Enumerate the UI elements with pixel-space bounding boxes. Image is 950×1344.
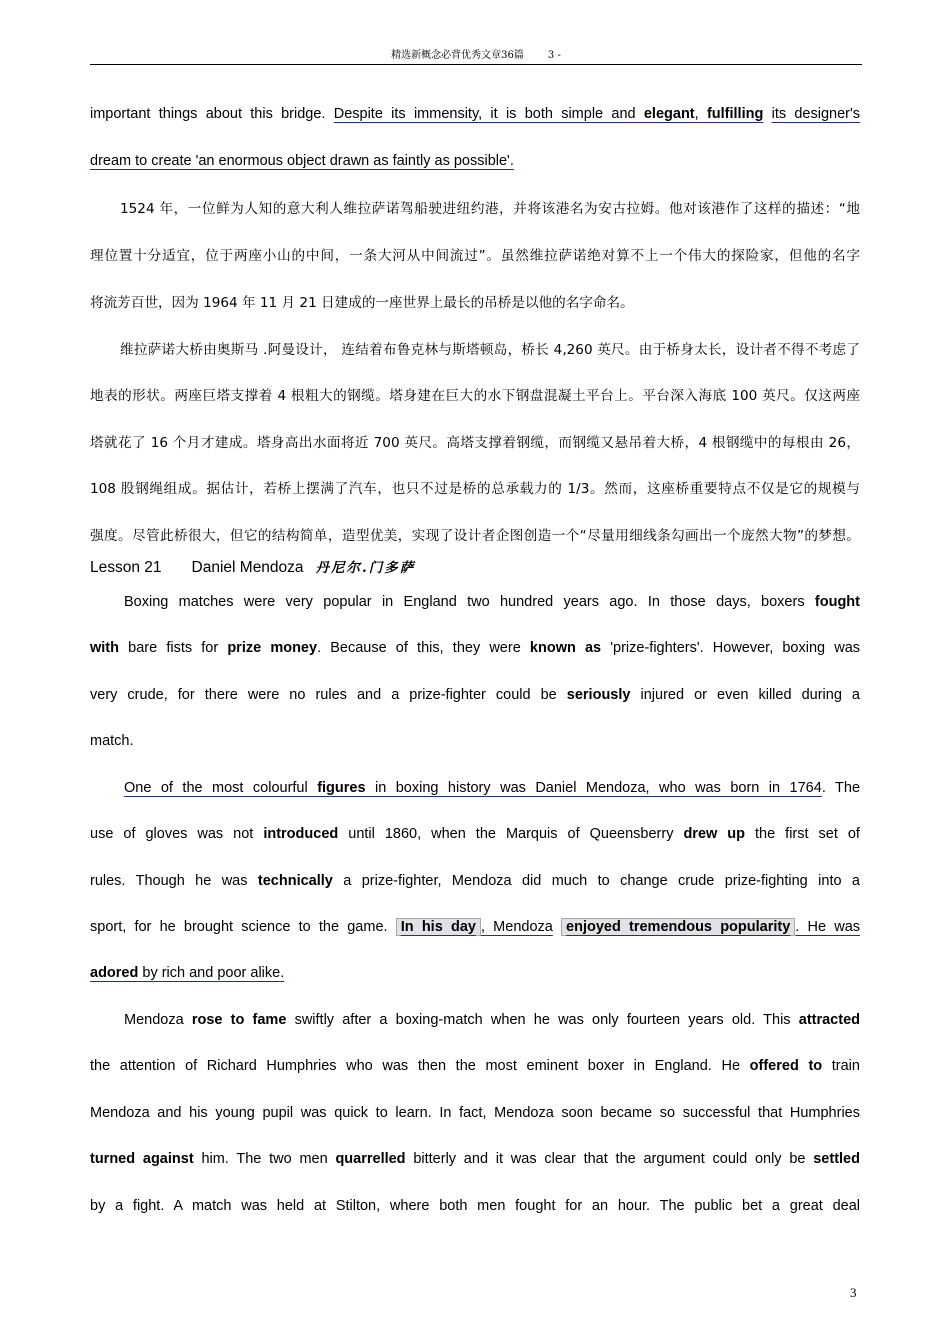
text-line: very crude, for there were no rules and a prize-fighter could be seriously injured or even killed during a — [90, 687, 860, 703]
header-page-ref: 3 - — [547, 50, 561, 61]
text-line: sport, for he brought science to the game. In his day , Mendoza enjoyed tremendous popularity . He was — [90, 919, 861, 935]
lesson-title-chinese: 丹尼尔.门多萨 — [315, 560, 416, 576]
chinese-line: 地表的形状。两座巨塔支撑着 4 根粗大的钢缆。塔身建在巨大的水下钢盘混凝土平台上。平台深入海底 100 英尺。仅这两座 — [90, 388, 860, 404]
chinese-line: 维拉萨诺大桥由奥斯马 .阿曼设计， 连结着布鲁克林与斯塔顿岛，桥长 4,260 英尺。由于桥身太长，设计者不得不考虑了 — [120, 342, 860, 358]
text-line: Boxing matches were very popular in England two hundred years ago. In those days, boxers fought — [124, 594, 860, 610]
chinese-line: 塔就花了 16 个月才建成。塔身高出水面将近 700 英尺。高塔支撑着钢缆，而钢缆又悬吊着大桥，4 根钢缆中的每根由 26， — [90, 435, 860, 451]
chinese-line: 1524 年，一位鲜为人知的意大利人维拉萨诺驾船驶进纽约港，并将该港名为安古拉姆。他对该港作了这样的描述：“地 — [120, 201, 860, 217]
text-line: with bare fists for prize money. Because of this, they were known as 'prize-fighters'. However, boxing was — [90, 640, 861, 656]
text-line: important things about this bridge. Despite its immensity, it is both simple and elegant, fulfilling its designer's — [90, 106, 861, 122]
page-header — [90, 51, 862, 65]
text-line: the attention of Richard Humphries who was then the most eminent boxer in England. He offered to train — [90, 1058, 860, 1074]
text-line: rules. Though he was technically a prize-fighter, Mendoza did much to change crude prize-fighting into a — [90, 873, 860, 889]
underlined-phrase: One of the most colourful figures in boxing history was Daniel Mendoza, who was born in 1764 — [124, 780, 822, 796]
page-number: 3 — [850, 1285, 857, 1300]
underlined-phrase: Despite its immensity, it is both simple and elegant, fulfilling — [333, 106, 764, 122]
chinese-line: 强度。尽管此桥很大，但它的结构简单，造型优美，实现了设计者企图创造一个“尽量用细线条勾画出一个庞然大物”的梦想。 — [90, 528, 860, 544]
lesson-heading — [90, 558, 415, 578]
text-line: Mendoza and his young pupil was quick to learn. In fact, Mendoza soon became so successful that Humphries — [90, 1105, 860, 1121]
text-line: dream to create 'an enormous object drawn as faintly as possible'. — [90, 153, 514, 169]
underlined-phrase: adored by rich and poor alike. — [90, 965, 285, 981]
text-line: use of gloves was not introduced until 1860, when the Marquis of Queensberry drew up the first set of — [90, 826, 860, 842]
chinese-line: 108 股钢绳组成。据估计，若桥上摆满了汽车，也只不过是桥的总承载力的 1/3。然而，这座桥重要特点不仅是它的规模与 — [90, 481, 860, 497]
highlighted-phrase: enjoyed tremendous popularity — [561, 918, 795, 936]
text-line: One of the most colourful figures in boxing history was Daniel Mendoza, who was born in 1764. The — [124, 780, 861, 796]
lesson-number: Lesson 21 — [90, 559, 162, 576]
chinese-line: 理位置十分适宜，位于两座小山的中间，一条大河从中间流过”。虽然维拉萨诺绝对算不上一个伟大的探险家，但他的名字 — [90, 248, 860, 264]
text-line: turned against him. The two men quarrelled bitterly and it was clear that the argument could only be settled — [90, 1151, 860, 1167]
text-line: Mendoza rose to fame swiftly after a boxing-match when he was only fourteen years old. This attracted — [124, 1012, 860, 1028]
chinese-line: 将流芳百世，因为 1964 年 11 月 21 日建成的一座世界上最长的吊桥是以他的名字命名。 — [90, 295, 634, 311]
text-line: by a fight. A match was held at Stilton, where both men fought for an hour. The public bet a great deal — [90, 1198, 860, 1214]
text-line — [90, 963, 860, 983]
lesson-title: Daniel Mendoza — [191, 559, 304, 576]
highlighted-phrase: In his day — [396, 918, 481, 936]
text-line: match. — [90, 733, 134, 749]
header-title: 精选新概念必背优秀文章36篇 — [391, 50, 524, 61]
